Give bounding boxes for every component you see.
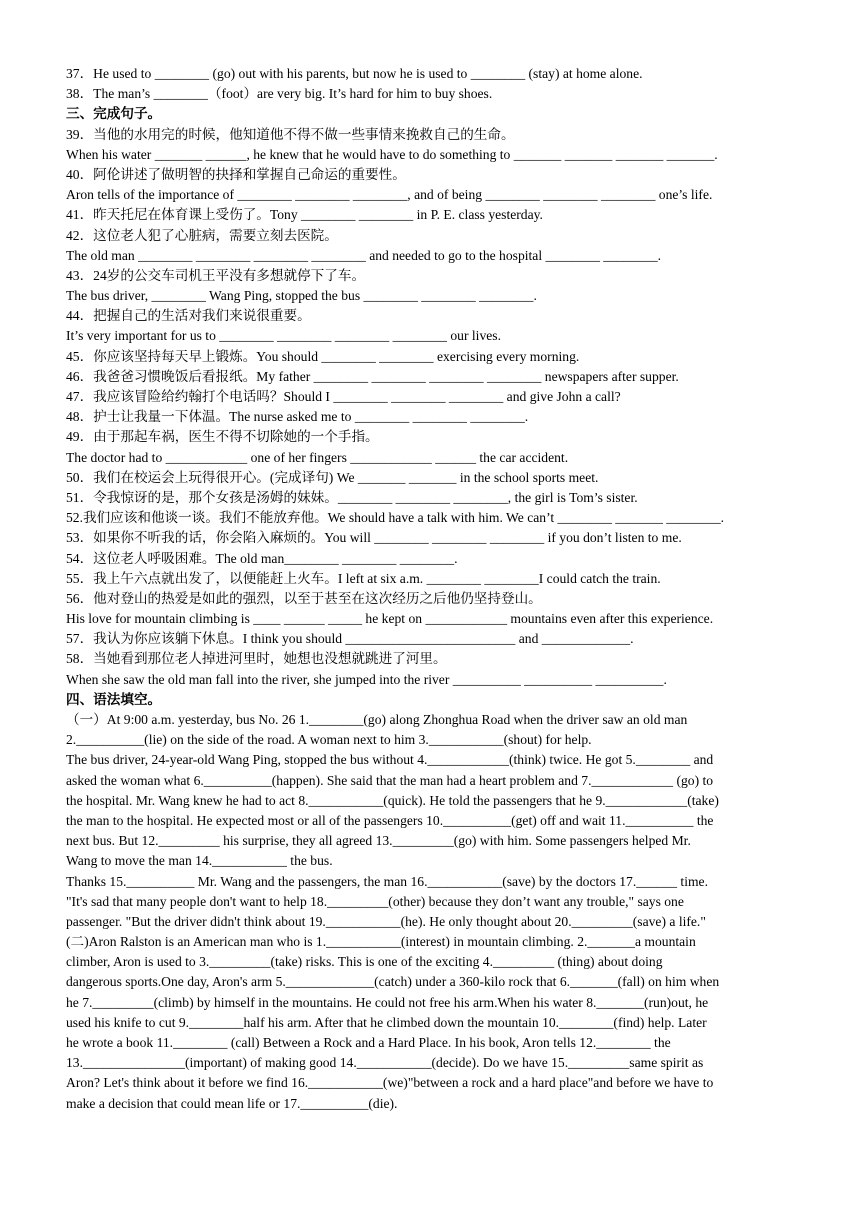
question-50: 50．我们在校运会上玩得很开心。(完成译句) We _______ _______ in the school sports meet. [66, 469, 599, 485]
passage-1-line: The bus driver, 24-year-old Wang Ping, stopped the bus without 4.____________(think) twice. He got 5.________ and [66, 752, 714, 768]
section-heading-complete-sentences: 三、完成句子。 [66, 106, 162, 122]
passage-1-line: Thanks 15.__________ Mr. Wang and the passengers, the man 16.___________(save) by the doctors 17.______ time. [66, 873, 708, 889]
question-40-english: Aron tells of the importance of ________ ________ ________, and of being ________ ________ ________ one’s life. [66, 187, 713, 203]
question-58-chinese: 58．当她看到那位老人掉进河里时，她想也没想就跳进了河里。 [66, 651, 447, 667]
passage-1-line: （一）At 9:00 a.m. yesterday, bus No. 26 1.________(go) along Zhonghua Road when the driver saw an old man [66, 712, 688, 727]
question-56-chinese: 56．他对登山的热爱是如此的强烈，以至于甚至在这次经历之后他仍坚持登山。 [66, 590, 542, 606]
question-49-english: The doctor had to ____________ one of her fingers ____________ ______ the car accident. [66, 449, 569, 465]
question-45: 45．你应该坚持每天早上锻炼。You should ________ ________ exercising every morning. [66, 348, 580, 364]
passage-2-line: used his knife to cut 9.________half his arm. After that he climbed down the mountain 10.________(find) help. Later [66, 1014, 707, 1030]
passage-2-line: he wrote a book 11.________ (call) Between a Rock and a Hard Place. In his book, Aron tells 12.________ the [66, 1035, 671, 1050]
passage-2-line: (二)Aron Ralston is an American man who is 1.___________(interest) in mountain climbing. 2._______a mountain [66, 934, 696, 950]
question-57: 57．我认为你应该躺下休息。I think you should _________________________ and _____________. [66, 631, 634, 647]
question-40-chinese: 40．阿伦讲述了做明智的抉择和掌握自己命运的重要性。 [66, 166, 406, 182]
passage-1-line: passenger. "But the driver didn't think about 19.___________(he). He only thought about 20._________(save) a life." [66, 913, 706, 929]
passage-2-line: climber, Aron is used to 3._________(take) risks. This is one of the exciting 4._________ (thing) about doing [66, 954, 663, 970]
section-heading-grammar-fill: 四、语法填空。 [66, 691, 162, 707]
passage-1-line: 2.__________(lie) on the side of the road. A woman next to him 3.___________(shout) for help. [66, 732, 592, 748]
question-51: 51．令我惊讶的是，那个女孩是汤姆的妹妹。________ ________ ________, the girl is Tom’s sister. [66, 489, 638, 505]
passage-2-line: 13._______________(important) of making good 14.___________(decide). Do we have 15._________same spirit as [66, 1055, 704, 1071]
question-44-chinese: 44．把握自己的生活对我们来说很重要。 [66, 308, 311, 324]
question-42-english: The old man ________ ________ ________ ________ and needed to go to the hospital ________ ________. [66, 247, 662, 263]
passage-1-line: asked the woman what 6.__________(happen). She said that the man had a heart problem and 7.____________ (go) to [66, 772, 714, 788]
question-47: 47．我应该冒险给约翰打个电话吗？Should I ________ ________ ________ and give John a call? [66, 389, 621, 404]
passage-1-line: next bus. But 12._________ his surprise, they all agreed 13._________(go) with him. Some passengers helped Mr. [66, 833, 691, 849]
question-52: 52.我们应该和他谈一谈。我们不能放弃他。We should have a talk with him. We can’t ________ _______ ________. [66, 510, 725, 526]
passage-2-line: dangerous sports.One day, Aron's arm 5._____________(catch) under a 360-kilo rock that 6._______(fall) on him when [66, 974, 720, 990]
question-38: 38．The man’s ________（foot）are very big. It’s hard for him to buy shoes. [66, 86, 493, 102]
question-55: 55．我上午六点就出发了，以便能赶上火车。I left at six a.m. ________ ________I could catch the train. [66, 570, 661, 586]
question-56-english: His love for mountain climbing is ____ ______ _____ he kept on ____________ mountains even after this experience. [66, 611, 714, 627]
question-46: 46．我爸爸习惯晚饭后看报纸。My father ________ ________ ________ ________ newspapers after supper. [66, 368, 679, 384]
question-53: 53．如果你不听我的话，你会陷入麻烦的。You will ________ ________ ________ if you don’t listen to me. [66, 530, 682, 546]
question-43-chinese: 43．24岁的公交车司机王平没有多想就停下了车。 [66, 267, 366, 283]
question-49-chinese: 49．由于那起车祸，医生不得不切除她的一个手指。 [66, 429, 379, 445]
question-39-chinese: 39．当他的水用完的时候，他知道他不得不做一些事情来挽救自己的生命。 [66, 126, 515, 142]
passage-1-line: Wang to move the man 14.___________ the bus. [66, 853, 333, 869]
question-44-english: It’s very important for us to ________ ________ ________ ________ our lives. [66, 328, 501, 344]
question-39-english: When his water _______ ______, he knew that he would have to do something to _______ _______ _______ _______. [66, 146, 718, 162]
question-41: 41．昨天托尼在体育课上受伤了。Tony ________ ________ in P. E. class yesterday. [66, 207, 543, 223]
question-58-english: When she saw the old man fall into the river, she jumped into the river __________ __________ __________. [66, 671, 667, 687]
passage-1-line: the man to the hospital. He expected most or all of the passengers 10.__________(get) off and wait 11.__________ the [66, 812, 714, 828]
question-48: 48．护士让我量一下体温。The nurse asked me to ________ ________ ________. [66, 409, 529, 425]
passage-1-line: the hospital. Mr. Wang knew he had to act 8.___________(quick). He told the passengers that he 9.____________(take) [66, 792, 719, 808]
question-54: 54．这位老人呼吸困难。The old man________ ________ ________. [66, 550, 458, 566]
question-37: 37．He used to ________ (go) out with his parents, but now he is used to ________ (stay) at home alone. [66, 66, 643, 81]
question-43-english: The bus driver, ________ Wang Ping, stopped the bus ________ ________ ________. [66, 288, 537, 304]
passage-2-line: Aron? Let's think about it before we find 16.___________(we)"between a rock and a hard place"and before we have to [66, 1075, 714, 1091]
passage-2-line: he 7._________(climb) by himself in the mountains. He could not free his arm.When his water 8._______(run)out, he [66, 994, 709, 1010]
passage-2-line: make a decision that could mean life or 17.__________(die). [66, 1095, 398, 1111]
question-42-chinese: 42．这位老人犯了心脏病，需要立刻去医院。 [66, 227, 338, 243]
passage-1-line: "It's sad that many people don't want to help 18._________(other) because they don’t want any trouble," says one [66, 893, 684, 909]
